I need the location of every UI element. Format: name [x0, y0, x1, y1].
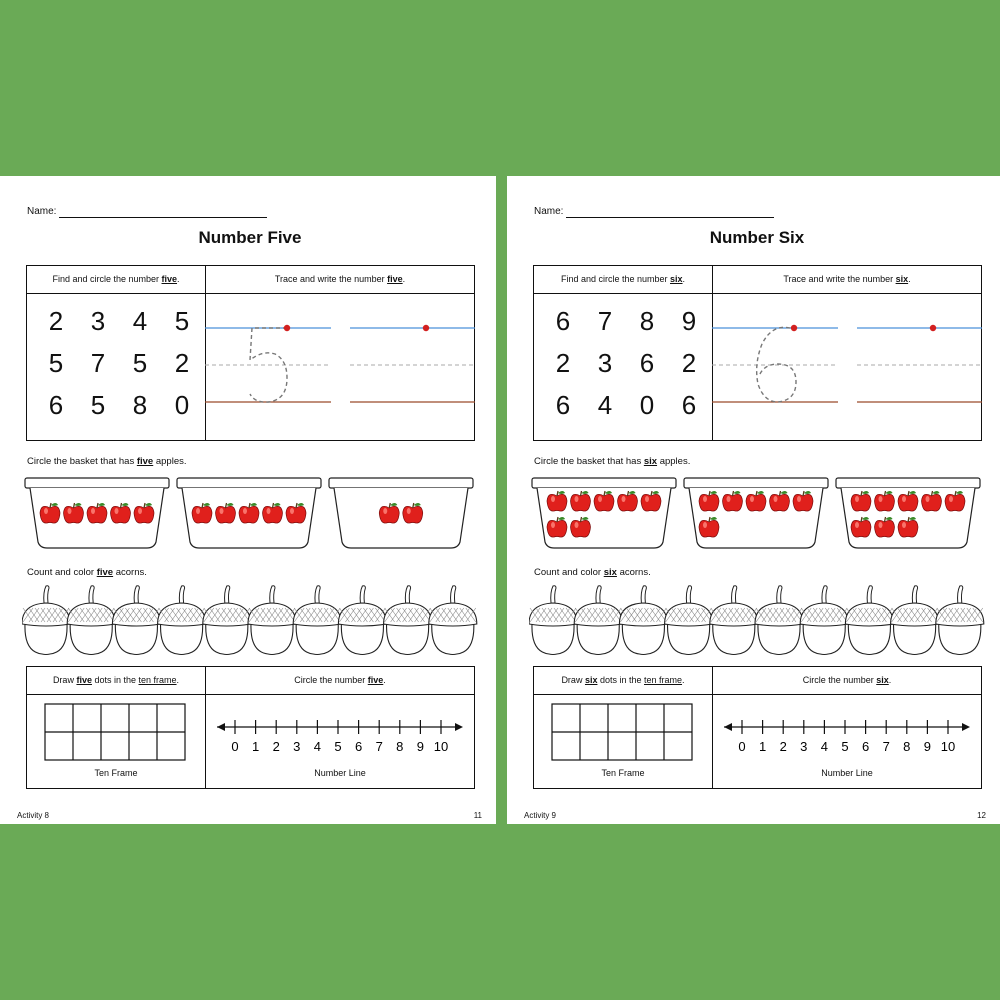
number-line-label-10[interactable]: 10: [940, 739, 956, 754]
basket[interactable]: [25, 478, 169, 548]
acorn[interactable]: [710, 586, 758, 655]
grid-number[interactable]: 0: [174, 390, 190, 420]
grid-number[interactable]: 5: [174, 306, 190, 336]
number-line-label-4[interactable]: 4: [313, 739, 322, 754]
find-instruction: Find and circle the number five.: [52, 274, 180, 284]
baskets: [22, 476, 482, 552]
acorn[interactable]: [755, 586, 803, 655]
find-instruction: Find and circle the number six.: [560, 274, 686, 284]
acorn[interactable]: [800, 586, 848, 655]
basket-instruction: Circle the basket that has six apples.: [534, 456, 691, 467]
acorn-instruction: Count and color five acorns.: [27, 567, 147, 578]
acorn[interactable]: [338, 586, 386, 655]
number-grid: [542, 306, 710, 432]
grid-number[interactable]: 0: [639, 390, 655, 420]
arrow-right-icon: [962, 723, 970, 731]
acorn[interactable]: [112, 586, 160, 655]
grid-number[interactable]: 6: [48, 390, 64, 420]
page-title: Number Six: [709, 228, 805, 247]
number-line-label-7[interactable]: 7: [375, 739, 383, 754]
number-line-label-1[interactable]: 1: [758, 739, 767, 754]
ten-frame[interactable]: [44, 703, 186, 763]
basket[interactable]: [836, 478, 980, 548]
grid-number[interactable]: 4: [132, 306, 148, 336]
acorn[interactable]: [203, 586, 251, 655]
ten-frame-label: Ten Frame: [601, 768, 645, 778]
number-grid-row: [542, 348, 710, 390]
acorn[interactable]: [384, 586, 432, 655]
start-dot: [930, 325, 936, 331]
acorns: [529, 584, 989, 656]
arrow-left-icon: [217, 723, 225, 731]
number-line-label-3[interactable]: 3: [293, 739, 301, 754]
worksheet-page-right: [507, 176, 1000, 824]
grid-number[interactable]: 6: [555, 306, 571, 336]
start-dot: [284, 325, 290, 331]
arrow-right-icon: [455, 723, 463, 731]
grid-number[interactable]: 5: [90, 390, 106, 420]
grid-number[interactable]: 6: [681, 390, 697, 420]
circle-instruction: Circle the number five.: [294, 675, 386, 685]
start-dot: [423, 325, 429, 331]
acorn[interactable]: [619, 586, 667, 655]
page-title: Number Five: [198, 228, 302, 247]
bottom-activity-box: [26, 666, 475, 789]
number-line-label-1[interactable]: 1: [251, 739, 260, 754]
basket-instruction: Circle the basket that has five apples.: [27, 456, 187, 467]
circle-instruction: Circle the number six.: [802, 675, 892, 685]
number-line-label-0[interactable]: 0: [738, 739, 746, 754]
acorn[interactable]: [574, 586, 622, 655]
worksheet-page-left: [0, 176, 496, 824]
number-line-label-5[interactable]: 5: [334, 739, 342, 754]
number-line-label-7[interactable]: 7: [882, 739, 890, 754]
baskets: [529, 476, 989, 552]
number-grid-row: [35, 348, 203, 390]
grid-number[interactable]: 5: [48, 348, 64, 378]
acorns: [22, 584, 482, 656]
draw-instruction: Draw five dots in the ten frame.: [52, 675, 180, 685]
acorn[interactable]: [429, 586, 477, 655]
start-dot: [791, 325, 797, 331]
number-line-label-9[interactable]: 9: [416, 739, 425, 754]
number-line-label-9[interactable]: 9: [923, 739, 932, 754]
grid-number[interactable]: 9: [681, 306, 697, 336]
grid-number[interactable]: 8: [132, 390, 148, 420]
top-activity-box: [26, 265, 475, 441]
grid-number[interactable]: 2: [174, 348, 190, 378]
number-line-label-6[interactable]: 6: [354, 739, 363, 754]
number-grid-row: [542, 390, 710, 432]
acorn[interactable]: [248, 586, 296, 655]
grid-number[interactable]: 7: [90, 348, 106, 378]
number-grid: [35, 306, 203, 432]
acorn-instruction: Count and color six acorns.: [534, 567, 651, 578]
number-line-label-2[interactable]: 2: [272, 739, 280, 754]
number-line-label-8[interactable]: 8: [396, 739, 404, 754]
grid-number[interactable]: 6: [639, 348, 655, 378]
trace-instruction: Trace and write the number five.: [274, 274, 406, 284]
number-grid-row: [542, 306, 710, 348]
footer-page-number: 12: [977, 811, 986, 820]
number-line-label: Number Line: [821, 768, 873, 778]
draw-instruction: Draw six dots in the ten frame.: [561, 675, 685, 685]
grid-number[interactable]: 7: [597, 306, 613, 336]
acorn[interactable]: [529, 586, 577, 655]
number-line: [712, 695, 982, 765]
ten-frame-label: Ten Frame: [94, 768, 138, 778]
acorn[interactable]: [67, 586, 115, 655]
number-line-label-8[interactable]: 8: [903, 739, 911, 754]
basket[interactable]: [532, 478, 676, 548]
grid-number[interactable]: 2: [681, 348, 697, 378]
name-line: [566, 217, 774, 218]
trace-instruction: Trace and write the number six.: [783, 274, 911, 284]
number-grid-row: [35, 390, 203, 432]
name-label: Name:: [27, 206, 57, 217]
bottom-activity-box: [533, 666, 982, 789]
number-line-label-10[interactable]: 10: [433, 739, 449, 754]
trace-area: [205, 294, 475, 440]
basket[interactable]: [177, 478, 321, 548]
acorn[interactable]: [936, 586, 984, 655]
grid-number[interactable]: 2: [555, 348, 571, 378]
grid-number[interactable]: 3: [90, 306, 106, 336]
number-line-label-3[interactable]: 3: [800, 739, 808, 754]
acorn[interactable]: [665, 586, 713, 655]
grid-number[interactable]: 6: [555, 390, 571, 420]
ten-frame[interactable]: [551, 703, 693, 763]
number-line-label: Number Line: [314, 768, 366, 778]
footer-activity: Activity 8: [17, 811, 50, 820]
number-line: [205, 695, 475, 765]
number-grid-row: [35, 306, 203, 348]
number-line-label-5[interactable]: 5: [841, 739, 849, 754]
arrow-left-icon: [724, 723, 732, 731]
footer-activity: Activity 9: [524, 811, 557, 820]
number-line-label-6[interactable]: 6: [861, 739, 870, 754]
grid-number[interactable]: 3: [597, 348, 613, 378]
number-line-label-0[interactable]: 0: [231, 739, 239, 754]
grid-number[interactable]: 8: [639, 306, 655, 336]
grid-number[interactable]: 4: [597, 390, 613, 420]
number-line-label-4[interactable]: 4: [820, 739, 829, 754]
grid-number[interactable]: 2: [48, 306, 64, 336]
basket[interactable]: [684, 478, 828, 548]
grid-number[interactable]: 5: [132, 348, 148, 378]
top-activity-box: [533, 265, 982, 441]
trace-area: [712, 294, 982, 440]
number-line-label-2[interactable]: 2: [779, 739, 787, 754]
footer-page-number: 11: [473, 811, 482, 820]
name-label: Name:: [534, 206, 564, 217]
acorn[interactable]: [891, 586, 939, 655]
acorn[interactable]: [845, 586, 893, 655]
acorn[interactable]: [22, 586, 70, 655]
acorn[interactable]: [293, 586, 341, 655]
acorn[interactable]: [158, 586, 206, 655]
name-line: [59, 217, 267, 218]
basket[interactable]: [329, 478, 473, 548]
